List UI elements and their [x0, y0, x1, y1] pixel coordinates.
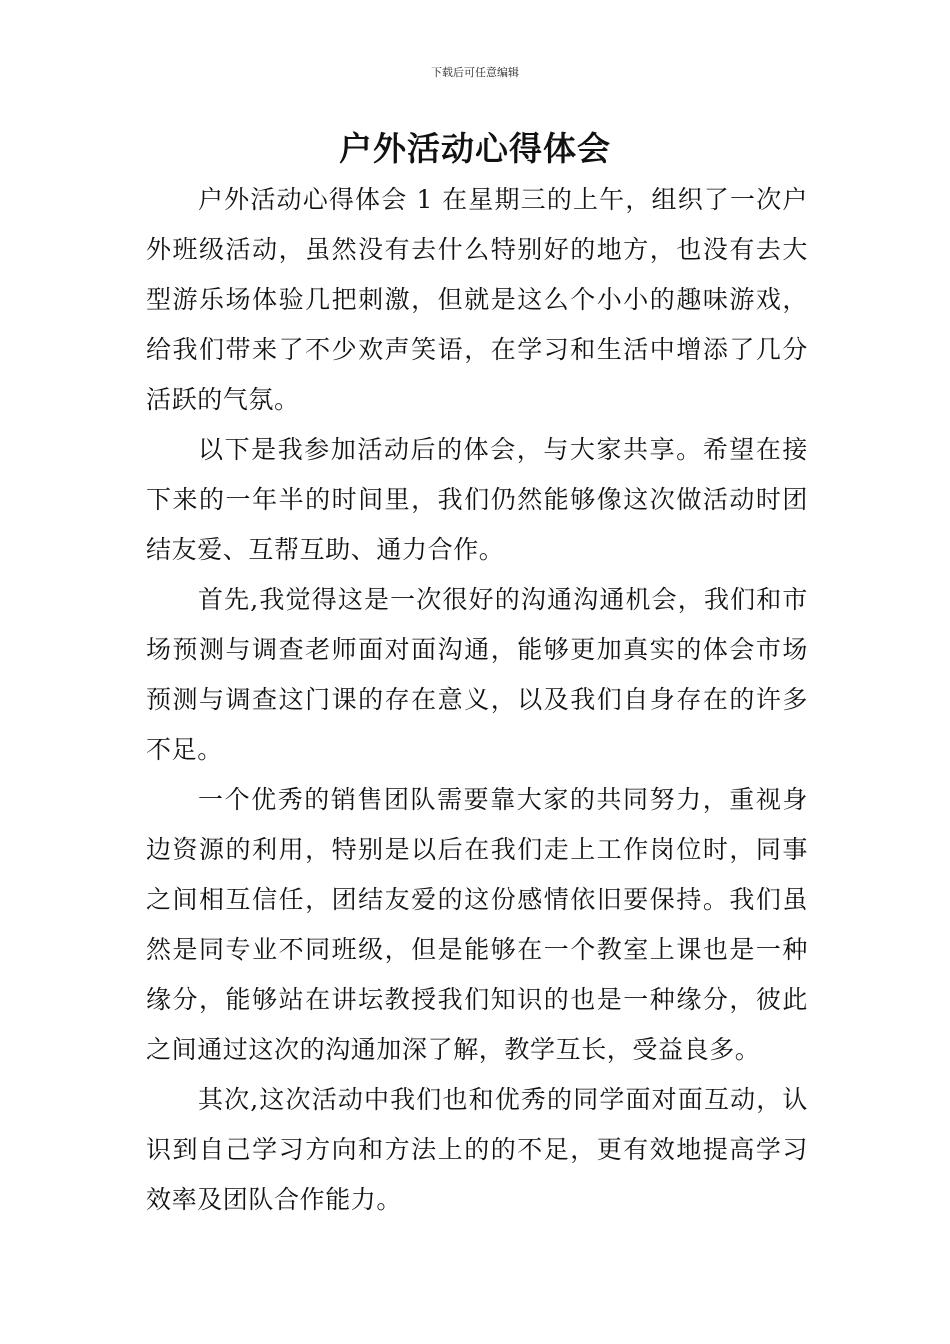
document-title: 户外活动心得体会 [339, 129, 611, 168]
paragraph-4: 一个优秀的销售团队需要靠大家的共同努力，重视身边资源的利用，特别是以后在我们走上工作岗位时，同事之间相互信任，团结友爱的这份感情依旧要保持。我们虽然是同专业不同班级，但是能够在一个教室上课也是一种缘分，能够站在讲坛教授我们知识的也是一种缘分，彼此之间通过这次的沟通加深了解，教学互长，受益良多。 [146, 785, 808, 1064]
paragraph-5: 其次,这次活动中我们也和优秀的同学面对面互动，认识到自己学习方向和方法上的的不足，更有效地提高学习效率及团队合作能力。 [146, 1085, 808, 1214]
paragraph-3: 首先,我觉得这是一次很好的沟通沟通机会，我们和市场预测与调查老师面对面沟通，能够更加真实的体会市场预测与调查这门课的存在意义，以及我们自身存在的许多不足。 [146, 585, 808, 764]
paragraph-1: 户外活动心得体会 1 在星期三的上午，组织了一次户外班级活动，虽然没有去什么特别好的地方，也没有去大型游乐场体验几把刺激，但就是这么个小小的趣味游戏，给我们带来了不少欢声笑语，在学习和生活中增添了几分活跃的气氛。 [146, 185, 808, 414]
document-body [146, 175, 808, 1225]
header-note: 下载后可任意编辑 [431, 66, 519, 79]
paragraph-2: 以下是我参加活动后的体会，与大家共享。希望在接下来的一年半的时间里，我们仍然能够像这次做活动时团结友爱、互帮互助、通力合作。 [146, 435, 808, 564]
